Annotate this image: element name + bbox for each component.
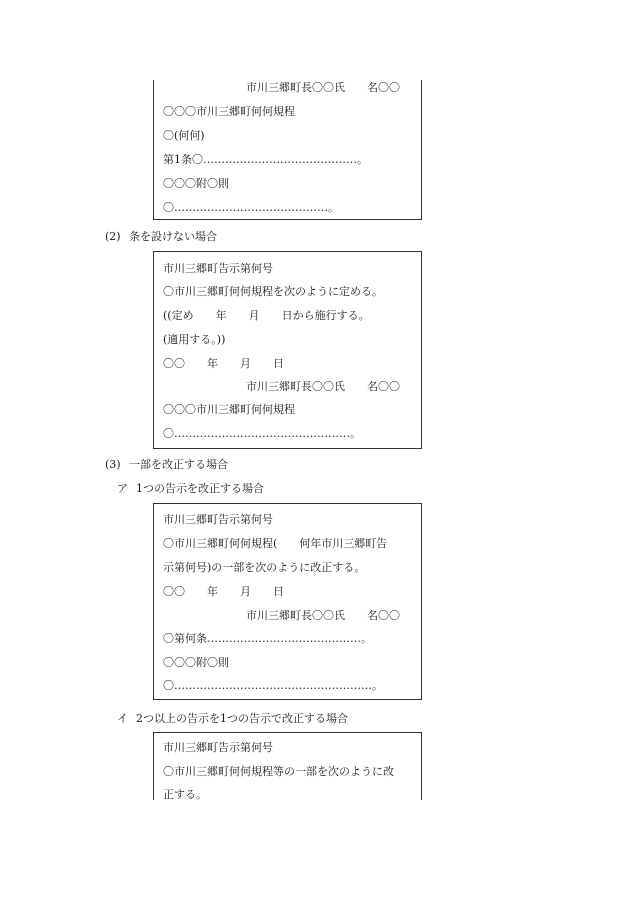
subsection-i-title: 2つ以上の告示を1つの告示で改正する場合: [136, 712, 348, 725]
box3-amendment-line-1: 〇市川三郷町何何規程( 何年市川三郷町告: [163, 537, 388, 550]
box1-caption-line: 〇(何何): [163, 129, 205, 142]
box2-date-line: 〇〇 年 月 日: [163, 357, 284, 370]
section-2-title: 条を設けない場合: [129, 230, 217, 243]
box2-enactment-line: 〇市川三郷町何何規程を次のように定める。: [163, 285, 383, 298]
box3-date-line: 〇〇 年 月 日: [163, 585, 284, 598]
box2-body-line: 〇…………………………………………。: [163, 427, 361, 440]
box1-supplementary-line: 〇……………………………………。: [163, 201, 339, 214]
subsection-a-title: 1つの告示を改正する場合: [136, 482, 264, 495]
box3-notice-number: 市川三郷町告示第何号: [163, 513, 273, 526]
subsection-i-marker: イ: [117, 712, 128, 725]
box2-title-line: 〇〇〇市川三郷町何何規程: [163, 403, 295, 416]
box2-notice-number: 市川三郷町告示第何号: [163, 262, 273, 275]
section-2-number: (2): [105, 230, 121, 243]
box3-signature-line: 市川三郷町長〇〇氏 名〇〇: [246, 609, 400, 622]
subsection-a-marker: ア: [117, 482, 128, 495]
example-box-3: [153, 503, 422, 700]
box2-signature-line: 市川三郷町長〇〇氏 名〇〇: [246, 380, 400, 393]
box1-supplementary-heading: 〇〇〇附〇則: [163, 177, 229, 190]
box4-amendment-line-2: 正する。: [163, 788, 207, 801]
box4-amendment-line-1: 〇市川三郷町何何規程等の一部を次のように改: [163, 765, 394, 778]
box1-signature-line: 市川三郷町長〇〇氏 名〇〇: [246, 81, 400, 94]
box2-apply-line: (適用する。)): [163, 333, 226, 346]
example-box-1: [153, 80, 422, 220]
box3-article-line: 〇第何条……………………………………。: [163, 632, 372, 645]
box3-supplementary-line: 〇………………………………………………。: [163, 679, 383, 692]
example-box-2: [153, 251, 422, 449]
box2-effective-line: ((定め 年 月 日から施行する。: [163, 309, 370, 322]
box4-notice-number: 市川三郷町告示第何号: [163, 741, 273, 754]
box1-title-line: 〇〇〇市川三郷町何何規程: [163, 105, 295, 118]
box1-article-line: 第1条〇……………………………………。: [163, 153, 368, 166]
section-3-number: (3): [105, 458, 121, 471]
box3-supplementary-heading: 〇〇〇附〇則: [163, 656, 229, 669]
section-3-title: 一部を改正する場合: [129, 458, 228, 471]
box3-amendment-line-2: 示第何号)の一部を次のように改正する。: [163, 561, 366, 574]
